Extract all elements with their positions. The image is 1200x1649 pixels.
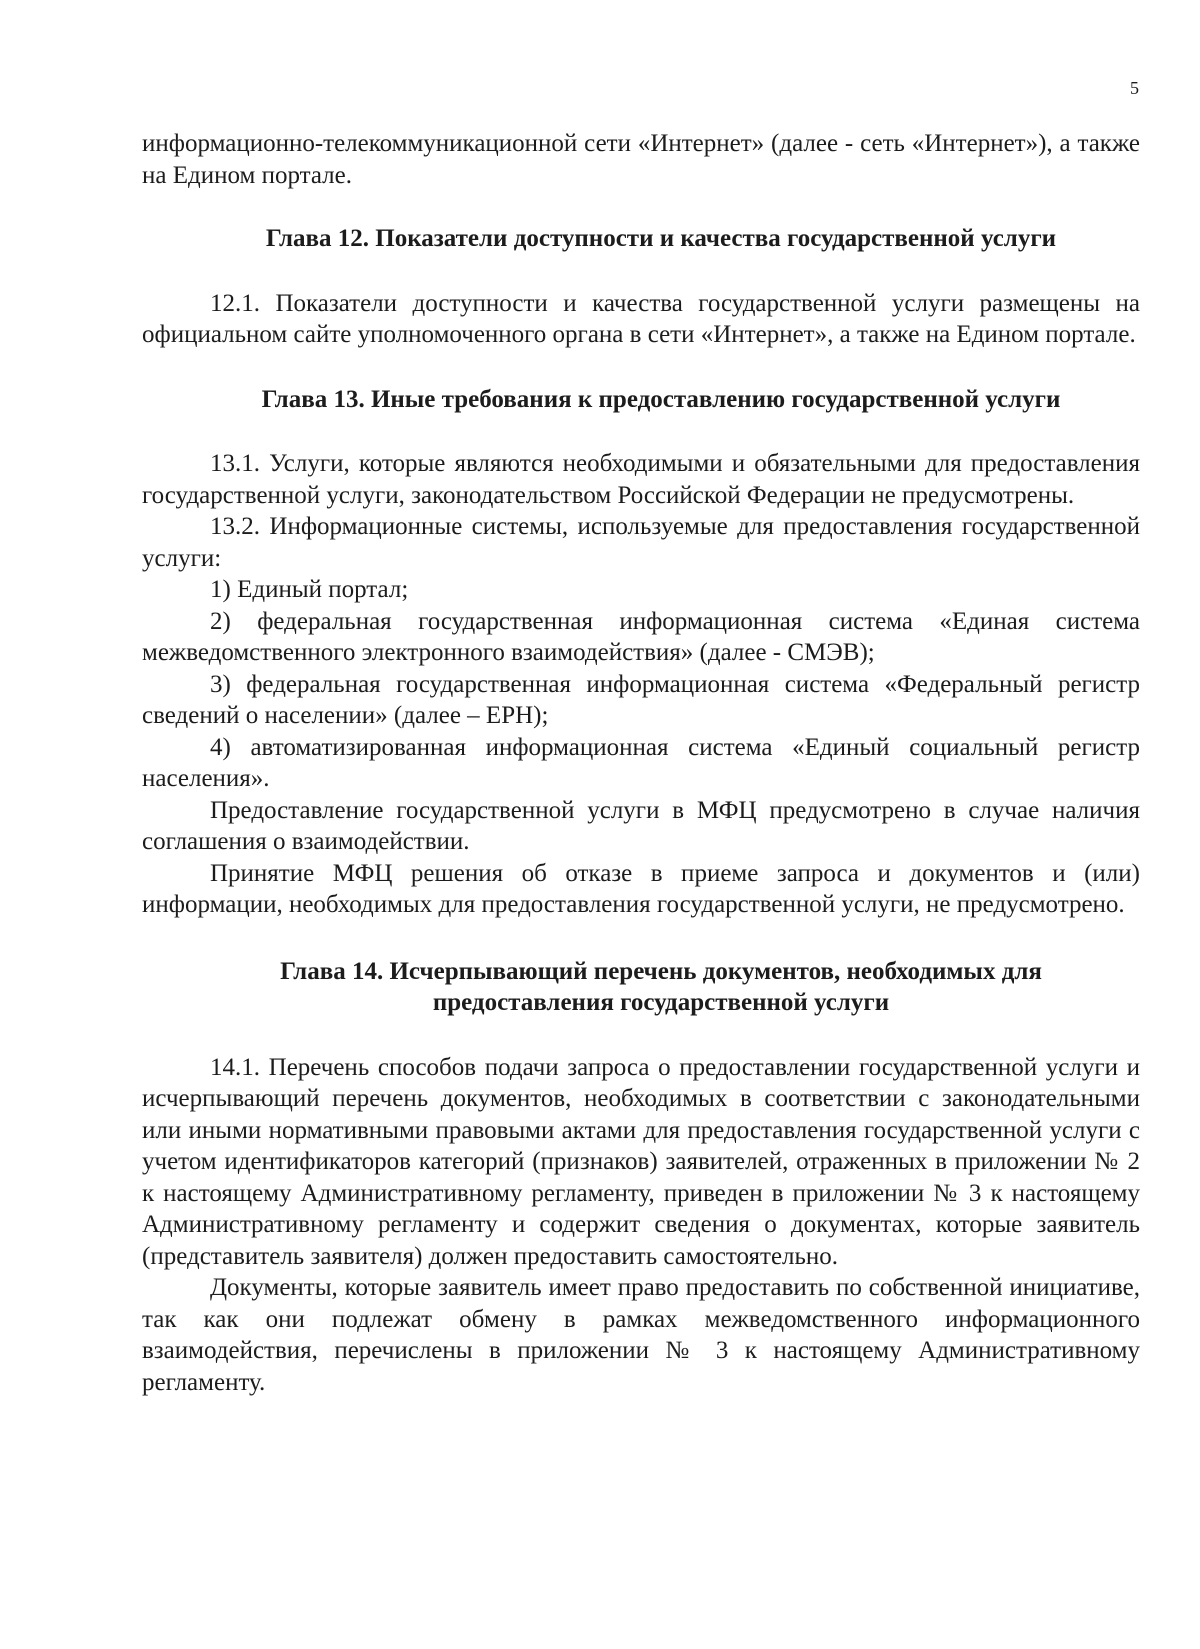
chapter-14-paragraph-1: 14.1. Перечень способов подачи запроса о предоставлении государственной услуги и исчерпывающий перечень документов, необходимых в соответствии с законодательными или иными нормативными правовыми актами для предоставления государственной услуги с учетом идентификаторов категорий (признаков) заявителей, отраженных в приложении № 2 к настоящему Административному регламенту, приведен в приложении № 3 к настоящему Административному регламенту и содержит сведения о документах, которые заявитель (представитель заявителя) должен предоставить самостоятельно. [142,1053,1140,1270]
chapter-14-heading-line-1: Глава 14. Исчерпывающий перечень документов, необходимых для [280,957,1042,985]
chapter-12-heading: Глава 12. Показатели доступности и качества государственной услуги [265,225,1057,252]
chapter-13-heading: Глава 13. Иные требования к предоставлению государственной услуги [261,385,1061,413]
chapter-14-paragraph-2: Документы, которые заявитель имеет право предоставить по собственной инициативе, так как они подлежат обмену в рамках межведомственного информационного взаимодействия, перечислены в приложении № 3 к настоящему Административному регламенту. [142,1274,1140,1396]
chapter-13-paragraph-2: 13.2. Информационные системы, используемые для предоставления государственной услуги: [142,513,1140,572]
intro-paragraph: информационно-телекоммуникационной сети «Интернет» (далее - сеть «Интернет»), а также на Едином портале. [142,130,1140,189]
document-body [142,128,1140,1398]
chapter-13-list-item-1: 1) Единый портал; [210,576,409,603]
chapter-13-list-item-4: 4) автоматизированная информационная система «Единый социальный регистр населения». [142,733,1140,792]
chapter-14-heading [142,956,1140,1019]
chapter-13-paragraph-3: Предоставление государственной услуги в МФЦ предусмотрено в случае наличия соглашения о взаимодействии. [142,796,1140,855]
chapter-14-heading-line-2: предоставления государственной услуги [432,989,890,1016]
chapter-13-paragraph-1: 13.1. Услуги, которые являются необходимыми и обязательными для предоставления государственной услуги, законодательством Российской Федерации не предусмотрены. [142,450,1140,509]
chapter-13-list-item-2: 2) федеральная государственная информационная система «Единая система межведомственного электронного взаимодействия» (далее - СМЭВ); [142,607,1140,666]
page-number: 5 [1130,78,1139,98]
chapter-13-paragraph-4: Принятие МФЦ решения об отказе в приеме запроса и документов и (или) информации, необходимых для предоставления государственной услуги, не предусмотрено. [142,859,1140,918]
chapter-13-list-item-3: 3) федеральная государственная информационная система «Федеральный регистр сведений о населении» (далее – ЕРН); [142,670,1140,729]
chapter-12-paragraph-1: 12.1. Показатели доступности и качества государственной услуги размещены на официальном сайте уполномоченного органа в сети «Интернет», а также на Едином портале. [142,289,1140,348]
